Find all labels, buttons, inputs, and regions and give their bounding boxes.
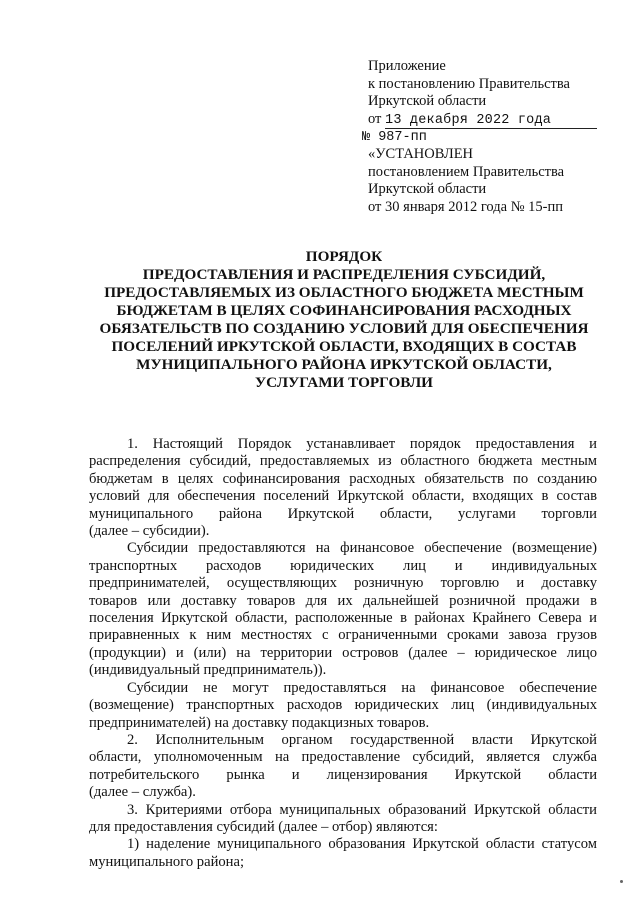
established-heading: «УСТАНОВЛЕН	[368, 146, 474, 162]
paragraph-4	[89, 732, 597, 802]
title-line-7: МУНИЦИПАЛЬНОГО РАЙОНА ИРКУТСКОЙ ОБЛАСТИ,	[136, 356, 552, 373]
text-line: распределения субсидий, предоставляемых из областного бюджета местным	[89, 453, 597, 470]
text-line: муниципального района;	[89, 853, 245, 870]
title-line-2: ПРЕДОСТАВЛЕНИЯ И РАСПРЕДЕЛЕНИЯ СУБСИДИЙ,	[142, 266, 546, 283]
text-line: бюджетам в целях софинансирования расходных обязательств по созданию	[89, 470, 597, 487]
text-line: (далее – служба).	[89, 784, 196, 801]
annex-decree-ref: к постановлению Правительства	[368, 75, 570, 92]
document-body	[89, 436, 597, 871]
title-line-1: ПОРЯДОК	[305, 248, 383, 265]
document-title	[60, 248, 628, 392]
paragraph-3	[89, 680, 597, 732]
established-region: Иркутской области	[368, 181, 487, 197]
text-line: 1) наделение муниципального образования Иркутской области статусом	[127, 836, 597, 853]
annex-date-line	[368, 111, 608, 129]
text-line: 1. Настоящий Порядок устанавливает порядок предоставления и	[127, 436, 597, 452]
text-line: товаров или доставку товаров для их дальнейшей розничной продажи в	[89, 592, 597, 609]
annex-date-prefix: от	[368, 110, 382, 127]
title-line-8: УСЛУГАМИ ТОРГОВЛИ	[255, 374, 433, 391]
text-line: Субсидии не могут предоставляться на финансовое обеспечение	[127, 679, 597, 696]
text-line: (возмещение) транспортных расходов юридических лиц (индивидуальных	[89, 697, 597, 714]
annex-region: Иркутской области	[368, 93, 487, 109]
established-date: от 30 января 2012 года № 15-пп	[368, 198, 563, 215]
text-line: муниципального района Иркутской области, услугами торговли	[89, 505, 597, 522]
paragraph-6	[89, 836, 597, 871]
annex-date-value: 13 декабря 2022 года	[385, 113, 597, 129]
annex-block	[362, 58, 608, 216]
text-line: 3. Критериями отбора муниципальных образований Иркутской области	[127, 801, 597, 818]
title-line-4: БЮДЖЕТАМ В ЦЕЛЯХ СОФИНАНСИРОВАНИЯ РАСХОДНЫХ	[116, 302, 572, 319]
text-line: Субсидии предоставляются на финансовое обеспечение (возмещение)	[127, 540, 597, 557]
annex-number: № 987-пп	[362, 129, 427, 145]
text-line: области, уполномоченным на предоставление субсидий, является служба	[89, 749, 597, 766]
text-line: условий для обеспечения поселений Иркутской области, входящих в состав	[89, 488, 597, 505]
text-line: (далее – субсидии).	[89, 523, 210, 540]
text-line: поселения Иркутской области, расположенные в районах Крайнего Севера и	[89, 610, 597, 627]
text-line: предпринимателей, осуществляющих розничную торговлю и доставку	[89, 575, 597, 592]
paragraph-1	[89, 436, 597, 540]
text-line: (продукции) и (или) на территории островов (далее – юридическое лицо	[89, 644, 597, 661]
annex-title: Приложение	[368, 58, 446, 74]
scan-speck	[620, 880, 623, 883]
established-decree: постановлением Правительства	[368, 163, 565, 180]
text-line: для предоставления субсидий (далее – отбор) являются:	[89, 818, 438, 835]
text-line: 2. Исполнительным органом государственной власти Иркутской	[127, 731, 597, 748]
text-line: потребительского рынка и лицензирования Иркутской области	[89, 766, 597, 783]
paragraph-2	[89, 540, 597, 679]
text-line: приравненных к ним местностях с ограниченными сроками завоза грузов	[89, 627, 597, 644]
title-line-6: ПОСЕЛЕНИЙ ИРКУТСКОЙ ОБЛАСТИ, ВХОДЯЩИХ В СОСТАВ	[111, 338, 577, 355]
text-line: транспортных расходов юридических лиц и индивидуальных	[89, 557, 597, 574]
title-line-5: ОБЯЗАТЕЛЬСТВ ПО СОЗДАНИЮ УСЛОВИЙ ДЛЯ ОБЕСПЕЧЕНИЯ	[99, 320, 589, 337]
text-line: предпринимателей) на доставку подакцизных товаров.	[89, 714, 430, 731]
text-line: (индивидуальный предприниматель)).	[89, 662, 327, 679]
title-line-3: ПРЕДОСТАВЛЯЕМЫХ ИЗ ОБЛАСТНОГО БЮДЖЕТА МЕСТНЫМ	[104, 284, 584, 301]
paragraph-5	[89, 802, 597, 837]
